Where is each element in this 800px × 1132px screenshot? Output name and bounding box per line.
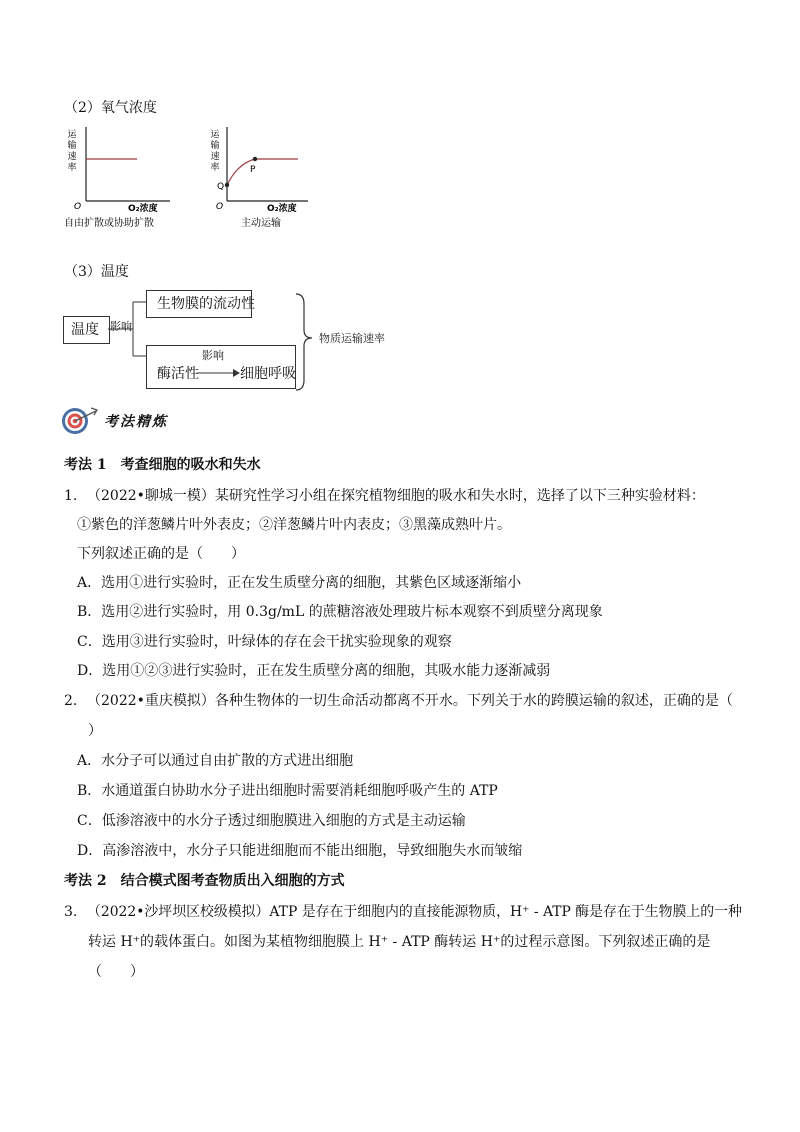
- method1-title: 考法 1 考查细胞的吸水和失水: [64, 457, 261, 473]
- question-number: 1.: [64, 488, 78, 504]
- point-p-marker: [253, 157, 257, 161]
- question-stem: （2022•重庆模拟）各种生物体的一切生命活动都离不开水。下列关于水的跨膜运输的叙述，正确的是（: [87, 693, 733, 709]
- influence-label: 影响: [110, 320, 132, 333]
- y-label-char: 运: [67, 130, 77, 140]
- membrane-fluidity-label: 生物膜的流动性: [157, 296, 255, 312]
- chart-active-transport: [203, 125, 313, 235]
- option-b: B．选用②进行实验时，用 0.3g/mL 的蔗糖溶液处理玻片标本观察不到质壁分离现象: [77, 604, 603, 620]
- question-prompt: （ ）: [88, 964, 144, 980]
- banner-title: 考法精炼: [104, 414, 168, 430]
- chart-free-diffusion: [60, 125, 180, 235]
- option-c: C．选用③进行实验时，叶绿体的存在会干扰实验现象的观察: [77, 634, 452, 650]
- chart-caption: 自由扩散或协助扩散: [64, 218, 154, 229]
- question-stem: （2022•聊城一模）某研究性学习小组在探究植物细胞的吸水和失水时，选择了以下三种实验材料：: [87, 488, 705, 504]
- y-label-char: 运: [210, 130, 220, 140]
- x-axis-label: O₂浓度: [128, 204, 158, 214]
- point-p-label: P: [250, 165, 256, 175]
- temperature-box: [63, 316, 110, 344]
- point-q-marker: [225, 183, 229, 187]
- y-label-char: 输: [67, 141, 77, 151]
- y-label-char: 率: [210, 163, 220, 173]
- enzyme-activity-label: 酶活性: [157, 366, 199, 382]
- membrane-fluidity-box: [146, 290, 255, 318]
- question-stem-continued: 转运 H⁺的载体蛋白。如图为某植物细胞膜上 H⁺ - ATP 酶转运 H⁺的过程示意图。下列叙述正确的是: [88, 934, 711, 950]
- origin-label: O: [216, 202, 224, 212]
- enzyme-respiration-box: [146, 345, 296, 389]
- question-number: 3.: [64, 904, 78, 920]
- question-stem-continued: ①紫色的洋葱鳞片叶外表皮；②洋葱鳞片叶内表皮；③黑藻成熟叶片。: [77, 517, 511, 533]
- cell-respiration-label: 细胞呼吸: [240, 366, 296, 382]
- section-heading-temperature: （3）温度: [64, 264, 129, 280]
- series-curve: [227, 159, 298, 185]
- x-axis-label: O₂浓度: [267, 204, 297, 214]
- origin-label: O: [74, 202, 82, 212]
- temperature-label: 温度: [71, 322, 99, 338]
- option-a: A．水分子可以通过自由扩散的方式进出细胞: [77, 753, 354, 769]
- arrow-label: 影响: [202, 349, 224, 362]
- option-d: D．选用①②③进行实验时，正在发生质壁分离的细胞，其吸水能力逐渐减弱: [77, 663, 551, 679]
- y-axis-label: [210, 129, 220, 173]
- y-label-char: 速: [67, 152, 77, 162]
- y-label-char: 输: [210, 141, 220, 151]
- y-label-char: 率: [67, 163, 77, 173]
- method2-title: 考法 2 结合模式图考查物质出入细胞的方式: [64, 873, 345, 889]
- option-b: B．水通道蛋白协助水分子进出细胞时需要消耗细胞呼吸产生的 ATP: [77, 783, 498, 799]
- question-prompt: 下列叙述正确的是（ ）: [77, 546, 245, 562]
- option-c: C．低渗溶液中的水分子透过细胞膜进入细胞的方式是主动运输: [77, 813, 466, 829]
- point-q-label: Q: [217, 182, 225, 192]
- question-number: 2.: [64, 693, 78, 709]
- target-icon: [60, 405, 100, 437]
- chart-caption: 主动运输: [241, 218, 281, 229]
- section-heading-oxygen: （2）氧气浓度: [64, 100, 157, 116]
- option-a: A．选用①进行实验时，正在发生质壁分离的细胞，其紫色区域逐渐缩小: [77, 575, 522, 591]
- question-stem: （2022•沙坪坝区校级模拟）ATP 是存在于细胞内的直接能源物质，H⁺ - ATP 酶是存在于生物膜上的一种: [87, 904, 742, 920]
- arrow-right-icon: [197, 366, 241, 380]
- transport-rate-label: 物质运输速率: [319, 332, 385, 345]
- question-stem-continued: ）: [88, 723, 102, 739]
- option-d: D．高渗溶液中，水分子只能进细胞而不能出细胞，导致细胞失水而皱缩: [77, 843, 523, 859]
- y-axis-label: [67, 129, 77, 173]
- y-label-char: 速: [210, 152, 220, 162]
